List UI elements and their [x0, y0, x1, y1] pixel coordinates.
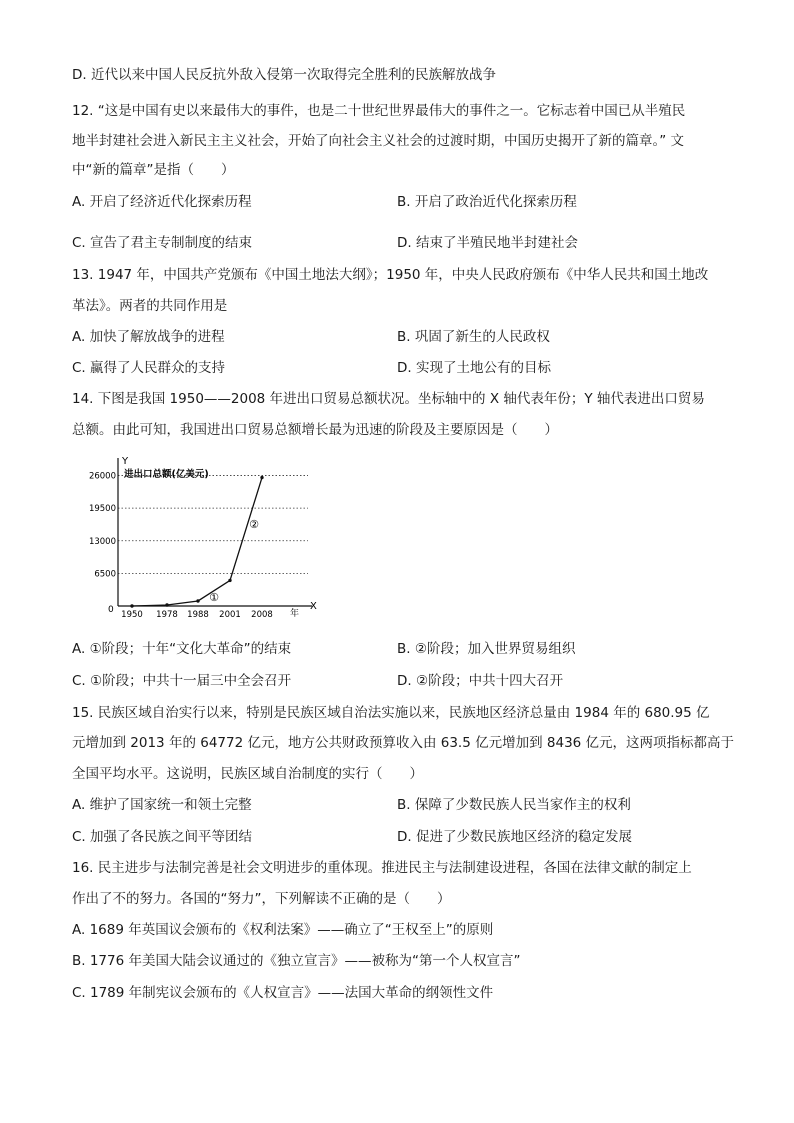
q14-option-a: A. ①阶段；十年“文化大革命”的结束 [72, 641, 292, 657]
trade-chart-svg [88, 452, 330, 622]
q12-option-a: A. 开启了经济近代化探索历程 [72, 194, 252, 210]
q12-option-b: B. 开启了政治近代化探索历程 [397, 194, 577, 210]
y-tick-label: 19500 [88, 504, 116, 515]
q14-option-b: B. ②阶段；加入世界贸易组织 [397, 641, 576, 657]
q16-option-a: A. 1689 年英国议会颁布的《权利法案》——确立了“王权至上”的原则 [72, 922, 494, 938]
y-tick-label: 6500 [94, 569, 116, 580]
data-point [228, 579, 231, 582]
x-tick-label: 1978 [156, 610, 178, 620]
q13-option-c: C. 赢得了人民群众的支持 [72, 360, 226, 376]
x-tick-label: 1988 [187, 610, 209, 620]
y-tick-label: 13000 [88, 536, 116, 547]
q16-stem-line-1: 16. 民主进步与法制完善是社会文明进步的重体现。推进民主与法制建设进程，各国在法律文献的制定上 [72, 860, 692, 876]
q14-option-c: C. ①阶段；中共十一届三中全会召开 [72, 673, 292, 689]
chart-title: 进出口总额(亿美元) [124, 469, 209, 480]
x-tick-label: 2008 [251, 610, 273, 620]
y-axis-letter: Y [122, 456, 129, 467]
q12-option-d: D. 结束了半殖民地半封建社会 [397, 235, 578, 251]
stage-labels [209, 518, 259, 604]
q14-option-d: D. ②阶段；中共十四大召开 [397, 673, 564, 689]
stage-label-2: ② [249, 518, 259, 532]
q13-stem-line-2: 革法》。两者的共同作用是 [72, 298, 228, 314]
data-point [165, 603, 168, 606]
q13-option-b: B. 巩固了新生的人民政权 [397, 329, 550, 345]
q14-stem-line-2: 总额。由此可知，我国进出口贸易总额增长最为迅速的阶段及主要原因是（ ） [72, 422, 558, 438]
q15-stem-line-2: 元增加到 2013 年的 64772 亿元，地方公共财政预算收入由 63.5 亿元增加到 8436 亿元，这两项指标都高于 [72, 735, 735, 751]
x-axis-unit: 年 [290, 609, 300, 619]
q13-stem-line-1: 13. 1947 年，中国共产党颁布《中国土地法大纲》；1950 年，中央人民政府颁布《中华人民共和国土地改 [72, 267, 709, 283]
q16-stem-line-2: 作出了不的努力。各国的“努力”，下列解读不正确的是（ ） [72, 891, 451, 907]
q14-stem-line-1: 14. 下图是我国 1950——2008 年进出口贸易总额状况。坐标轴中的 X 轴代表年份；Y 轴代表进出口贸易 [72, 391, 705, 407]
tick-labels [89, 472, 273, 620]
q15-option-a: A. 维护了国家统一和领土完整 [72, 797, 252, 813]
q12-stem-line-3: 中“新的篇章”是指（ ） [72, 162, 235, 178]
q13-option-d: D. 实现了土地公有的目标 [397, 360, 551, 376]
q16-option-c: C. 1789 年制宪议会颁布的《人权宣言》——法国大革命的纲领性文件 [72, 985, 494, 1001]
stage-label-1: ① [209, 590, 219, 604]
q15-option-c: C. 加强了各民族之间平等团结 [72, 829, 253, 845]
x-tick-label: 1950 [121, 610, 143, 620]
q13-option-a: A. 加快了解放战争的进程 [72, 329, 225, 345]
data-point [130, 604, 133, 607]
x-tick-label: 2001 [219, 610, 241, 620]
q12-option-c: C. 宣告了君主专制制度的结束 [72, 235, 253, 251]
trade-chart [88, 452, 330, 622]
y-tick-label: 26000 [88, 471, 116, 482]
q15-option-d: D. 促进了少数民族地区经济的稳定发展 [397, 829, 632, 845]
q12-stem-line-1: 12. “这是中国有史以来最伟大的事件，也是二十世纪世界最伟大的事件之一。它标志着中国已从半殖民 [72, 103, 686, 119]
q15-stem-line-3: 全国平均水平。这说明，民族区域自治制度的实行（ ） [72, 766, 423, 782]
grid-lines [118, 476, 308, 574]
data-point [260, 476, 263, 479]
q11-option-d: D. 近代以来中国人民反抗外敌入侵第一次取得完全胜利的民族解放战争 [72, 67, 496, 83]
series-line [130, 476, 263, 608]
series-line-path [132, 478, 262, 606]
origin-label: 0 [108, 605, 114, 615]
q12-stem-line-2: 地半封建社会进入新民主主义社会，开始了向社会主义社会的过渡时期，中国历史揭开了新的篇章。” 文 [72, 133, 685, 149]
data-point [196, 599, 199, 602]
q15-option-b: B. 保障了少数民族人民当家作主的权利 [397, 797, 631, 813]
q16-option-b: B. 1776 年美国大陆会议通过的《独立宣言》——被称为“第一个人权宣言” [72, 953, 521, 969]
q15-stem-line-1: 15. 民族区域自治实行以来，特别是民族区域自治法实施以来，民族地区经济总量由 1984 年的 680.95 亿 [72, 705, 710, 721]
x-axis-letter: X [310, 601, 317, 612]
